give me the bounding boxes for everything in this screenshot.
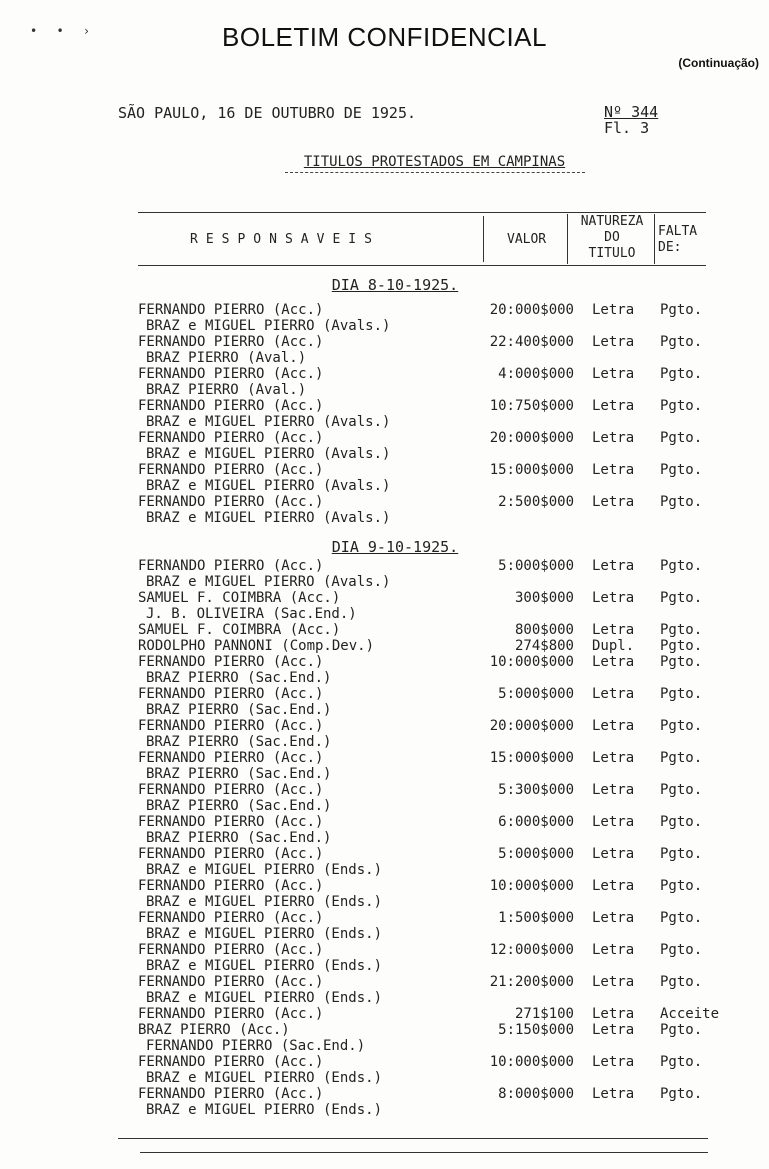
col-header-natureza-3: TITULO (588, 246, 636, 261)
responsible-secondary: BRAZ PIERRO (Sac.End.) (146, 734, 332, 750)
fault-cell: Pgto. (660, 878, 703, 894)
responsible-primary: FERNANDO PIERRO (Acc.) (138, 302, 324, 318)
fault-cell: Pgto. (660, 622, 703, 638)
responsible-primary: FERNANDO PIERRO (Acc.) (138, 558, 324, 574)
responsible-secondary: BRAZ e MIGUEL PIERRO (Ends.) (146, 990, 383, 1006)
col-header-falta (658, 224, 697, 256)
value-cell: 15:000$000 (489, 750, 574, 766)
value-cell: 5:150$000 (498, 1022, 574, 1038)
value-cell: 22:400$000 (489, 334, 574, 350)
nature-cell: Letra (592, 1054, 635, 1070)
nature-cell: Letra (592, 590, 635, 606)
col-header-natureza-1: NATUREZA (580, 214, 644, 229)
continuation-note: (Continuação) (678, 56, 759, 70)
table-bottom-rule (118, 1138, 708, 1139)
value-cell: 5:000$000 (498, 686, 574, 702)
nature-cell: Letra (592, 814, 635, 830)
table-header-rule (138, 265, 706, 266)
responsible-primary: FERNANDO PIERRO (Acc.) (138, 750, 324, 766)
nature-cell: Letra (592, 910, 635, 926)
city-date: SÃO PAULO, 16 DE OUTUBRO DE 1925. (118, 104, 417, 122)
col-header-falta-1: FALTA (658, 224, 698, 239)
nature-cell: Letra (592, 974, 635, 990)
value-cell: 10:750$000 (489, 398, 574, 414)
responsible-primary: FERNANDO PIERRO (Acc.) (138, 814, 324, 830)
fault-cell: Pgto. (660, 846, 703, 862)
margin-specks: • • › (30, 24, 97, 38)
responsible-primary: FERNANDO PIERRO (Acc.) (138, 654, 324, 670)
value-cell: 2:500$000 (498, 494, 574, 510)
fault-cell: Pgto. (660, 1086, 703, 1102)
nature-cell: Letra (592, 878, 635, 894)
value-cell: 12:000$000 (489, 942, 574, 958)
responsible-secondary: BRAZ PIERRO (Sac.End.) (146, 702, 332, 718)
responsible-secondary: BRAZ e MIGUEL PIERRO (Avals.) (146, 478, 391, 494)
responsible-primary: FERNANDO PIERRO (Acc.) (138, 910, 324, 926)
fault-cell: Pgto. (660, 430, 703, 446)
value-cell: 271$100 (514, 1006, 574, 1022)
nature-cell: Letra (592, 686, 635, 702)
responsible-secondary: BRAZ e MIGUEL PIERRO (Ends.) (146, 958, 383, 974)
fault-cell: Pgto. (660, 494, 703, 510)
fault-cell: Pgto. (660, 782, 703, 798)
fault-cell: Pgto. (660, 686, 703, 702)
nature-cell: Letra (592, 782, 635, 798)
value-cell: 5:300$000 (498, 782, 574, 798)
value-cell: 1:500$000 (498, 910, 574, 926)
value-cell: 21:200$000 (489, 974, 574, 990)
value-cell: 10:000$000 (489, 1054, 574, 1070)
responsible-secondary: FERNANDO PIERRO (Sac.End.) (146, 1038, 366, 1054)
value-cell: 20:000$000 (489, 302, 574, 318)
fault-cell: Pgto. (660, 590, 703, 606)
nature-cell: Letra (592, 654, 635, 670)
responsible-secondary: BRAZ PIERRO (Aval.) (146, 382, 307, 398)
responsible-primary: FERNANDO PIERRO (Acc.) (138, 1086, 324, 1102)
value-cell: 10:000$000 (489, 654, 574, 670)
fault-cell: Pgto. (660, 398, 703, 414)
responsible-primary: BRAZ PIERRO (Acc.) (138, 1022, 290, 1038)
nature-cell: Letra (592, 558, 635, 574)
nature-cell: Letra (592, 622, 635, 638)
bulletin-number (604, 104, 658, 136)
value-cell: 300$000 (514, 590, 574, 606)
nature-cell: Letra (592, 846, 635, 862)
responsible-secondary: BRAZ e MIGUEL PIERRO (Ends.) (146, 862, 383, 878)
responsible-primary: SAMUEL F. COIMBRA (Acc.) (138, 590, 341, 606)
section-underline (285, 172, 585, 173)
nature-cell: Letra (592, 494, 635, 510)
value-cell: 5:000$000 (498, 558, 574, 574)
fault-cell: Pgto. (660, 302, 703, 318)
page-bottom-rule (140, 1152, 708, 1153)
responsible-secondary: BRAZ e MIGUEL PIERRO (Avals.) (146, 318, 391, 334)
responsible-secondary: BRAZ PIERRO (Sac.End.) (146, 670, 332, 686)
responsible-primary: FERNANDO PIERRO (Acc.) (138, 398, 324, 414)
section-title: TITULOS PROTESTADOS EM CAMPINAS (303, 154, 566, 170)
value-cell: 800$000 (514, 622, 574, 638)
fault-cell: Acceite (660, 1006, 720, 1022)
responsible-primary: FERNANDO PIERRO (Acc.) (138, 686, 324, 702)
nature-cell: Letra (592, 1022, 635, 1038)
col-header-responsaveis: RESPONSAVEIS (190, 232, 380, 247)
responsible-primary: FERNANDO PIERRO (Acc.) (138, 878, 324, 894)
responsible-secondary: BRAZ PIERRO (Sac.End.) (146, 830, 332, 846)
fault-cell: Pgto. (660, 1054, 703, 1070)
fault-cell: Pgto. (660, 750, 703, 766)
responsible-primary: FERNANDO PIERRO (Acc.) (138, 334, 324, 350)
col-header-falta-2: DE: (658, 240, 682, 255)
value-cell: 4:000$000 (498, 366, 574, 382)
value-cell: 5:000$000 (498, 846, 574, 862)
value-cell: 20:000$000 (489, 430, 574, 446)
responsible-secondary: BRAZ e MIGUEL PIERRO (Ends.) (146, 894, 383, 910)
nature-cell: Letra (592, 1006, 635, 1022)
nature-cell: Letra (592, 366, 635, 382)
value-cell: 6:000$000 (498, 814, 574, 830)
fault-cell: Pgto. (660, 942, 703, 958)
fault-cell: Pgto. (660, 366, 703, 382)
day-heading: DIA 9-10-1925. (331, 538, 459, 556)
sheet-number: Fl. 3 (604, 119, 650, 137)
responsible-primary: FERNANDO PIERRO (Acc.) (138, 846, 324, 862)
nature-cell: Letra (592, 750, 635, 766)
nature-cell: Letra (592, 334, 635, 350)
responsible-secondary: BRAZ PIERRO (Aval.) (146, 350, 307, 366)
nature-cell: Letra (592, 1086, 635, 1102)
responsible-primary: FERNANDO PIERRO (Acc.) (138, 942, 324, 958)
responsible-primary: FERNANDO PIERRO (Acc.) (138, 494, 324, 510)
responsible-secondary: BRAZ e MIGUEL PIERRO (Avals.) (146, 414, 391, 430)
value-cell: 10:000$000 (489, 878, 574, 894)
fault-cell: Pgto. (660, 654, 703, 670)
fault-cell: Pgto. (660, 558, 703, 574)
issue-number: Nº 344 (604, 103, 659, 121)
responsible-primary: FERNANDO PIERRO (Acc.) (138, 430, 324, 446)
responsible-secondary: BRAZ e MIGUEL PIERRO (Ends.) (146, 1070, 383, 1086)
nature-cell: Letra (592, 942, 635, 958)
column-divider (654, 214, 655, 264)
nature-cell: Letra (592, 430, 635, 446)
column-divider (567, 214, 568, 264)
fault-cell: Pgto. (660, 1022, 703, 1038)
value-cell: 15:000$000 (489, 462, 574, 478)
fault-cell: Pgto. (660, 462, 703, 478)
nature-cell: Letra (592, 718, 635, 734)
nature-cell: Letra (592, 398, 635, 414)
column-divider (483, 216, 484, 262)
responsible-primary: SAMUEL F. COIMBRA (Acc.) (138, 622, 341, 638)
responsible-primary: FERNANDO PIERRO (Acc.) (138, 462, 324, 478)
nature-cell: Letra (592, 302, 635, 318)
col-header-natureza (570, 214, 654, 262)
value-cell: 20:000$000 (489, 718, 574, 734)
responsible-primary: FERNANDO PIERRO (Acc.) (138, 1006, 324, 1022)
fault-cell: Pgto. (660, 814, 703, 830)
col-header-valor: VALOR (507, 232, 547, 247)
responsible-secondary: BRAZ e MIGUEL PIERRO (Avals.) (146, 510, 391, 526)
nature-cell: Dupl. (592, 638, 635, 654)
col-header-natureza-2: DO (604, 230, 620, 245)
responsible-primary: FERNANDO PIERRO (Acc.) (138, 974, 324, 990)
responsible-primary: RODOLPHO PANNONI (Comp.Dev.) (138, 638, 375, 654)
table-top-rule (138, 212, 706, 213)
value-cell: 8:000$000 (498, 1086, 574, 1102)
responsible-secondary: BRAZ e MIGUEL PIERRO (Avals.) (146, 574, 391, 590)
day-heading: DIA 8-10-1925. (331, 276, 459, 294)
responsible-primary: FERNANDO PIERRO (Acc.) (138, 366, 324, 382)
responsible-primary: FERNANDO PIERRO (Acc.) (138, 718, 324, 734)
fault-cell: Pgto. (660, 910, 703, 926)
fault-cell: Pgto. (660, 334, 703, 350)
responsible-primary: FERNANDO PIERRO (Acc.) (138, 1054, 324, 1070)
responsible-secondary: BRAZ e MIGUEL PIERRO (Avals.) (146, 446, 391, 462)
fault-cell: Pgto. (660, 718, 703, 734)
value-cell: 274$800 (514, 638, 574, 654)
fault-cell: Pgto. (660, 638, 703, 654)
responsible-secondary: BRAZ PIERRO (Sac.End.) (146, 766, 332, 782)
fault-cell: Pgto. (660, 974, 703, 990)
responsible-secondary: BRAZ e MIGUEL PIERRO (Ends.) (146, 1102, 383, 1118)
responsible-secondary: J. B. OLIVEIRA (Sac.End.) (146, 606, 357, 622)
nature-cell: Letra (592, 462, 635, 478)
page-title: BOLETIM CONFIDENCIAL (222, 22, 547, 52)
responsible-secondary: BRAZ e MIGUEL PIERRO (Ends.) (146, 926, 383, 942)
responsible-secondary: BRAZ PIERRO (Sac.End.) (146, 798, 332, 814)
responsible-primary: FERNANDO PIERRO (Acc.) (138, 782, 324, 798)
